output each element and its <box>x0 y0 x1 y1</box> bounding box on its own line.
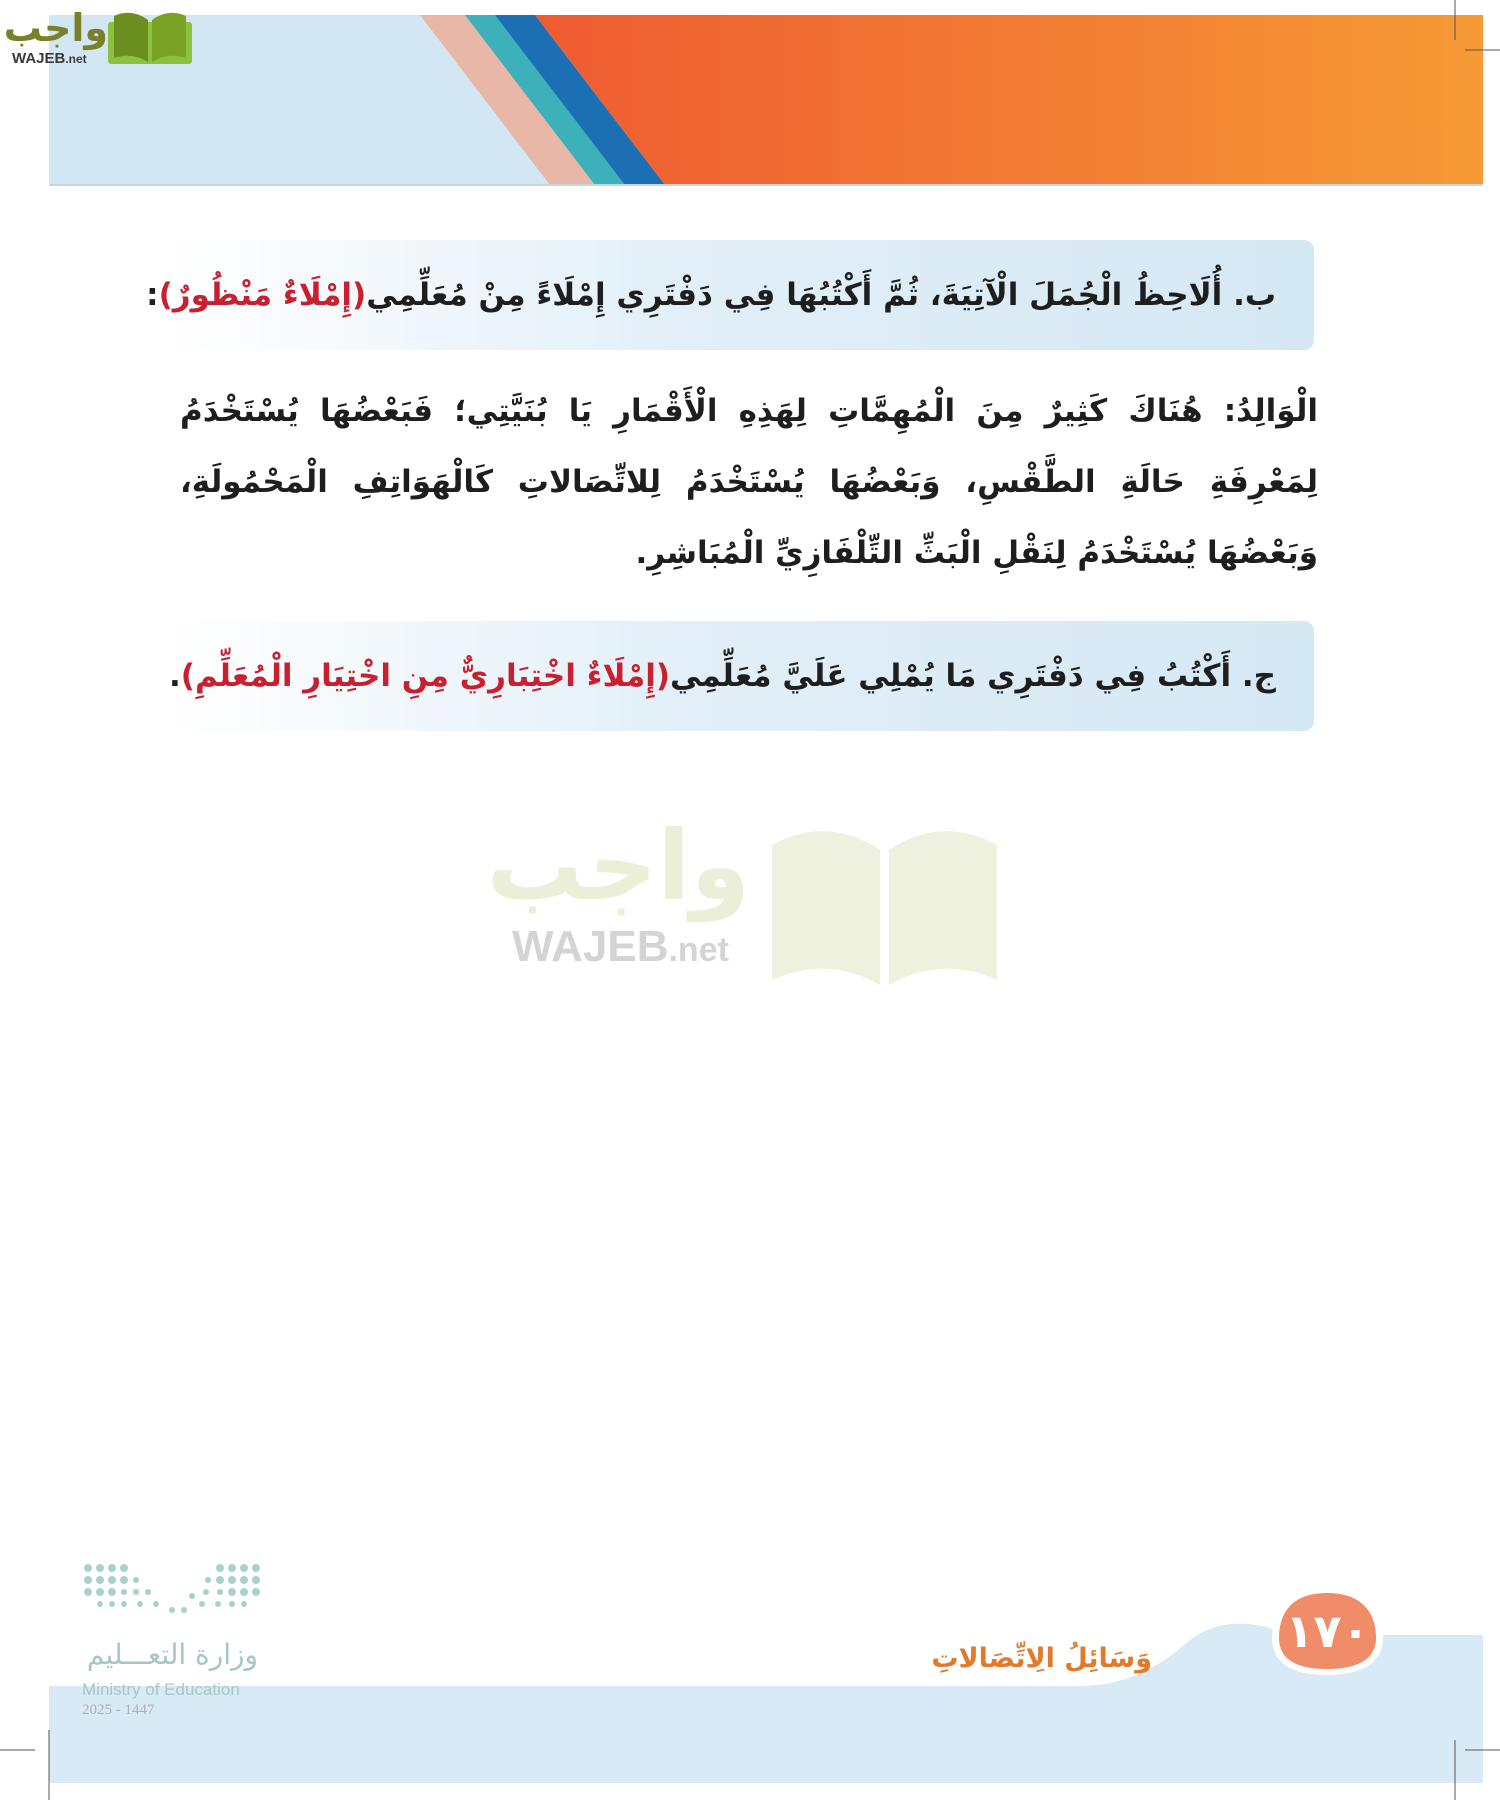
page-number-badge <box>1270 1583 1385 1678</box>
logo-arabic-text: واجب <box>3 6 108 50</box>
instruction-c-panel <box>160 621 1314 731</box>
instruction-b-text: ب. أُلَاحِظُ الْجُمَلَ الْآتِيَةَ، ثُمَّ أَكْتُبُهَا فِي دَفْتَرِي إِمْلَاءً مِنْ مُعَلِّمِي <box>366 277 1276 313</box>
book-icon <box>108 6 192 66</box>
ministry-arabic: وزارة التعـــليم <box>86 1638 259 1671</box>
watermark-book-icon <box>772 815 997 985</box>
ministry-dots-icon <box>80 1560 265 1630</box>
logo-english-text: WAJEB.net <box>12 50 87 67</box>
instruction-c-end: . <box>169 658 181 694</box>
ministry-year: 2025 - 1447 <box>82 1702 155 1718</box>
instruction-b-highlight: (إِمْلَاءٌ مَنْظُورٌ) <box>158 277 367 313</box>
ministry-logo <box>80 1560 280 1720</box>
instruction-b-panel <box>146 240 1314 350</box>
wajeb-logo[interactable] <box>3 6 193 70</box>
unit-title: وَسَائِلُ الِاتِّصَالاتِ <box>931 1643 1152 1674</box>
watermark <box>486 810 1010 990</box>
instruction-c <box>169 621 1276 731</box>
watermark-english: WAJEB.net <box>512 922 729 971</box>
top-banner <box>0 0 1500 190</box>
instruction-c-highlight: (إِمْلَاءٌ اخْتِبَارِيٌّ مِنِ اخْتِيَارِ الْمُعَلِّمِ) <box>180 658 671 694</box>
watermark-arabic: واجب <box>486 810 750 922</box>
ministry-english: Ministry of Education <box>82 1680 240 1699</box>
instruction-b-end: : <box>146 277 159 313</box>
dialogue-paragraph: الْوَالِدُ: هُنَاكَ كَثِيرٌ مِنَ الْمُهِمَّاتِ لِهَذِهِ الْأَقْمَارِ يَا بُنَيَّتِي؛ فَبَعْضُهَا يُسْتَخْدَمُ لِمَعْرِفَةِ حَالَةِ الطَّقْسِ، وَبَعْضُهَا يُسْتَخْدَمُ لِلاتِّصَالاتِ كَالْهَوَاتِفِ الْمَحْمُولَةِ، وَبَعْضُهَا يُسْتَخْدَمُ لِنَقْلِ الْبَثِّ التِّلْفَازِيِّ الْمُبَاشِرِ. <box>180 393 1318 571</box>
instruction-c-text: ج. أَكْتُبُ فِي دَفْتَرِي مَا يُمْلِي عَلَيَّ مُعَلِّمِي <box>670 658 1276 694</box>
page-number: ١٧٠ <box>1285 1603 1370 1658</box>
instruction-b <box>146 240 1276 350</box>
